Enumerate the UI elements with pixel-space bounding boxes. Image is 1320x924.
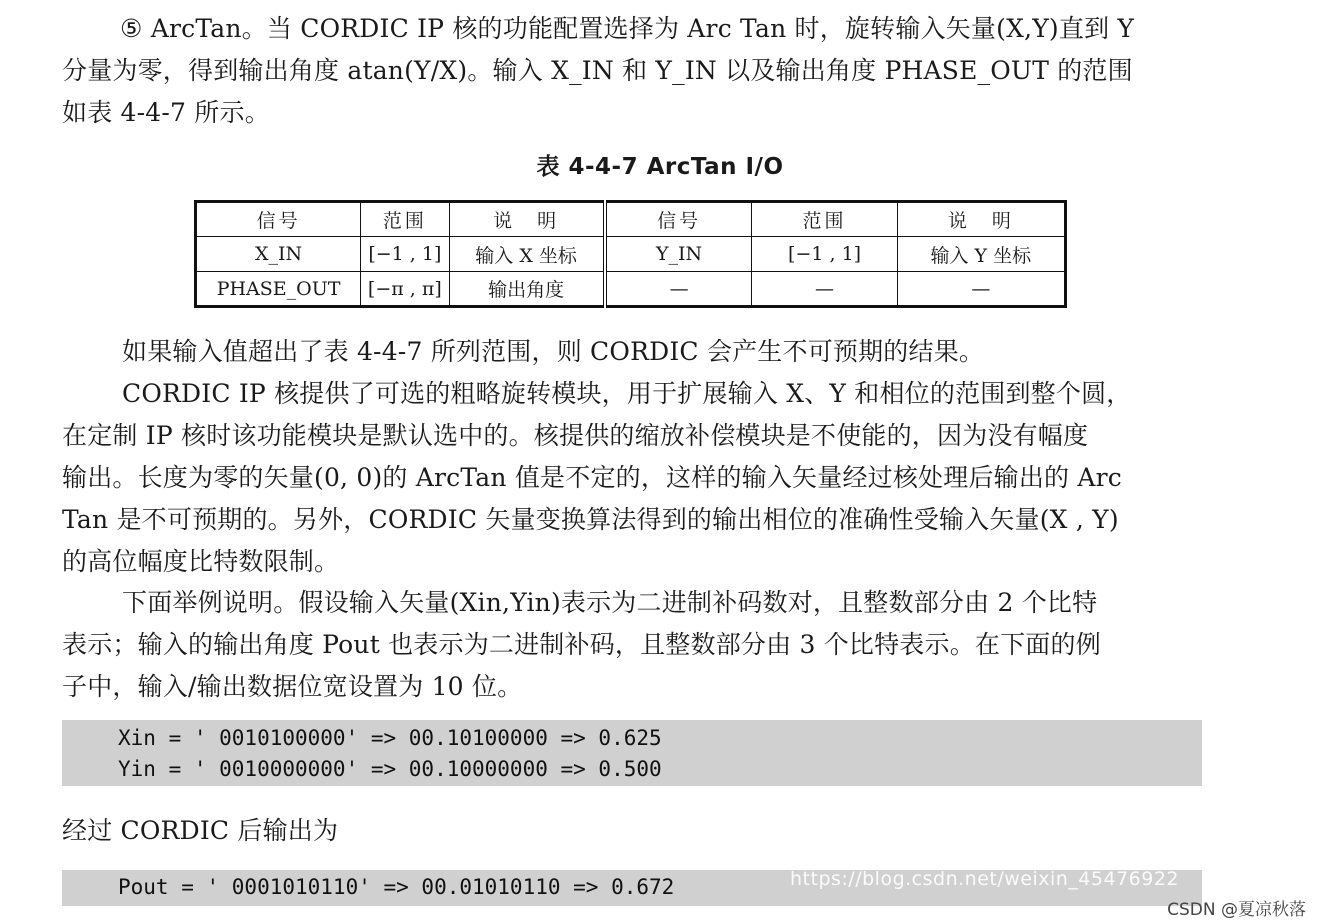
body-line: 表示；输入的输出角度 Pout 也表示为二进制补码，且整数部分由 3 个比特表示。在下面的例 xyxy=(62,630,1101,659)
header-cell: 信号 xyxy=(605,202,752,237)
table-row xyxy=(196,272,1066,307)
body-paragraph-2 xyxy=(62,582,1202,708)
header-cell: 范围 xyxy=(752,202,897,237)
code-line: Pout = ' 0001010110' => 00.01010110 => 0.672 xyxy=(118,875,675,899)
table-header-row xyxy=(196,202,1066,237)
header-cell: 说 明 xyxy=(897,202,1065,237)
body-line: 子中，输入/输出数据位宽设置为 10 位。 xyxy=(62,672,523,701)
table-cell: X_IN xyxy=(196,237,361,272)
watermark-csdn: CSDN @夏凉秋落 xyxy=(1167,900,1306,920)
body-line: 下面举例说明。假设输入矢量(Xin,Yin)表示为二进制补码数对，且整数部分由 2 个比特 xyxy=(122,588,1098,617)
body-line: Tan 是不可预期的。另外，CORDIC 矢量变换算法得到的输出相位的准确性受输入矢量(X , Y) xyxy=(62,505,1119,534)
header-cell: 范围 xyxy=(361,202,449,237)
table-cell: — xyxy=(605,272,752,307)
arctan-io-table xyxy=(194,200,1067,308)
table-cell: — xyxy=(897,272,1065,307)
table-row xyxy=(196,237,1066,272)
body-line: 在定制 IP 核时该功能模块是默认选中的。核提供的缩放补偿模块是不使能的，因为没有幅度 xyxy=(62,421,1089,450)
body-line: 经过 CORDIC 后输出为 xyxy=(62,816,339,845)
watermark-url: https://blog.csdn.net/weixin_45476922 xyxy=(790,868,1180,890)
body-line: 输出。长度为零的矢量(0, 0)的 ArcTan 值是不定的，这样的输入矢量经过核处理后输出的 Arc xyxy=(62,463,1123,492)
body-line: CORDIC IP 核提供了可选的粗略旋转模块，用于扩展输入 X、Y 和相位的范围到整个圆， xyxy=(122,379,1132,408)
table-cell: 输入 X 坐标 xyxy=(449,237,605,272)
intro-line: 分量为零，得到输出角度 atan(Y/X)。输入 X_IN 和 Y_IN 以及输出角度 PHASE_OUT 的范围 xyxy=(62,56,1133,85)
table-cell: Y_IN xyxy=(605,237,752,272)
table-cell: [−1 , 1] xyxy=(752,237,897,272)
table-cell: [−π , π] xyxy=(361,272,449,307)
table-caption: 表 4-4-7 ArcTan I/O xyxy=(536,154,784,180)
body-line: 如果输入值超出了表 4-4-7 所列范围，则 CORDIC 会产生不可预期的结果。 xyxy=(122,337,985,366)
code-block-input xyxy=(62,720,1202,786)
after-text xyxy=(62,810,1202,852)
intro-line: 如表 4-4-7 所示。 xyxy=(62,98,270,127)
header-cell: 说 明 xyxy=(449,202,605,237)
table-cell: [−1 , 1] xyxy=(361,237,449,272)
table-cell: 输入 Y 坐标 xyxy=(897,237,1065,272)
intro-line: ⑤ ArcTan。当 CORDIC IP 核的功能配置选择为 Arc Tan 时，旋转输入矢量(X,Y)直到 Y xyxy=(120,14,1135,43)
code-line: Xin = ' 0010100000' => 00.10100000 => 0.625 xyxy=(118,726,662,750)
body-paragraph-1 xyxy=(62,331,1202,583)
body-line: 的高位幅度比特数限制。 xyxy=(62,547,340,576)
intro-paragraph xyxy=(62,8,1202,134)
table-cell: — xyxy=(752,272,897,307)
table-cell: PHASE_OUT xyxy=(196,272,361,307)
header-cell: 信号 xyxy=(196,202,361,237)
table-cell: 输出角度 xyxy=(449,272,605,307)
code-line: Yin = ' 0010000000' => 00.10000000 => 0.500 xyxy=(118,757,662,781)
